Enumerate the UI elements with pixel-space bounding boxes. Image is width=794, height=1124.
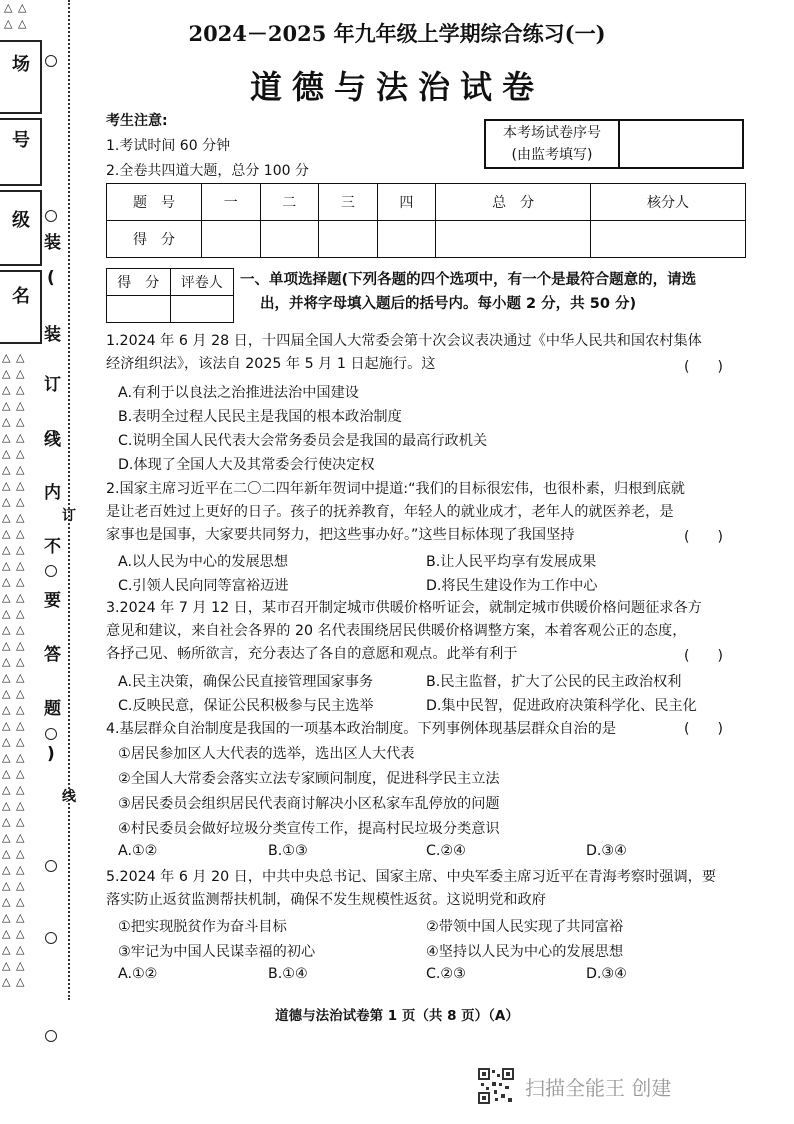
option: B.民主监督，扩大了公民的民主政治权利 bbox=[426, 674, 682, 690]
score-cell[interactable] bbox=[260, 221, 319, 258]
option: D.③④ bbox=[586, 843, 627, 859]
option: C.②③ bbox=[426, 966, 466, 982]
binding-char: 装 bbox=[44, 325, 61, 345]
score-row-label: 得 分 bbox=[107, 221, 202, 258]
option: A.以人民为中心的发展思想 bbox=[118, 554, 289, 570]
statement: ③牢记为中国人民谋幸福的初心 bbox=[118, 944, 316, 960]
seat-number-box: 本考场试卷序号 (由监考填写) bbox=[484, 119, 744, 169]
option: D.③④ bbox=[586, 966, 627, 982]
triangle-column-lower: △ △ △ △ △ △ △ △ △ △ △ △ △ △ △ △ △ △ △ △ △ △ △ △ △ △ △ △ △ △ △ △ △ △ △ △ △ △ △ △ △ △ △ △ △ △ △ △ △ △ △ △ △ △ △ △ △ △ △ △ △ △ △ △ △ △ △ △ △ △ △ △ △ △ △ △ △ △ △ △ bbox=[2, 351, 26, 988]
option: D.集中民智，促进政府决策科学化、民主化 bbox=[426, 698, 697, 714]
binding-char: 内 bbox=[44, 483, 61, 503]
score-cell[interactable] bbox=[377, 221, 436, 258]
binding-hole-icon bbox=[45, 210, 57, 222]
score-cell[interactable] bbox=[436, 221, 591, 258]
binding-hole-icon bbox=[45, 860, 57, 872]
question-2: 2.国家主席习近平在二〇二四年新年贺词中提道:“我们的目标很宏伟，也很朴素，归根到底就 是让老百姓过上更好的日子。孩子的抚养教育，年轻人的就业成才，老年人的就医养老，是 家事也是国事，大家要共同努力，把这些事办好。”这些目标体现了我国坚持 bbox=[106, 481, 685, 543]
binding-hole-icon bbox=[45, 565, 57, 577]
binding-char: 不 bbox=[44, 537, 61, 557]
notice-heading: 考生注意: bbox=[106, 113, 168, 129]
binding-char: ( bbox=[47, 268, 55, 288]
score-cell[interactable] bbox=[591, 221, 746, 258]
name-field[interactable]: 名 bbox=[0, 270, 42, 344]
qr-code-icon bbox=[478, 1068, 514, 1104]
question-5: 5.2024 年 6 月 20 日，中共中央总书记、国家主席、中央军委主席习近平在青海考察时强调，要 落实防止返贫监测帮扶机制，确保不发生规模性返贫。这说明党和政府 bbox=[106, 869, 717, 908]
question-1: 1.2024 年 6 月 28 日，十四届全国人大常委会第十次会议表决通过《中华人民共和国农村集体 经济组织法》，该法自 2025 年 5 月 1 日起施行。这 bbox=[106, 333, 702, 372]
question-3: 3.2024 年 7 月 12 日，某市召开制定城市供暖价格听证会，就制定城市供暖价格问题征求各方 意见和建议，来自社会各界的 20 名代表围绕居民供暖价格调整方案，本着客观公正的态度， 各抒己见、畅所欲言，充分表达了各自的意愿和观点。此举有利于 bbox=[106, 600, 702, 662]
option: D.体现了全国人大及其常委会行使决定权 bbox=[118, 457, 375, 473]
option: C.说明全国人民代表大会常务委员会是我国的最高行政机关 bbox=[118, 433, 488, 449]
score-header: 题 号 bbox=[107, 184, 202, 221]
binding-char: 线 bbox=[44, 430, 61, 450]
option: D.将民生建设作为工作中心 bbox=[426, 578, 598, 594]
statement: ④村民委员会做好垃圾分类宣传工作，提高村民垃圾分类意识 bbox=[118, 821, 500, 837]
binding-hole-icon bbox=[45, 1030, 57, 1042]
triangle-column-top: △ △ △ △ bbox=[4, 1, 28, 30]
statement: ①居民参加区人大代表的选举，选出区人大代表 bbox=[118, 746, 415, 762]
statement: ③居民委员会组织居民代表商讨解决小区私家车乱停放的问题 bbox=[118, 796, 500, 812]
subject-title: 道德与法治试卷 bbox=[249, 68, 544, 106]
answer-paren-1[interactable]: ( ) bbox=[684, 359, 723, 375]
answer-paren-2[interactable]: ( ) bbox=[684, 529, 723, 545]
option: A.①② bbox=[118, 843, 158, 859]
seat-number-input[interactable] bbox=[619, 120, 743, 168]
statement: ②带领中国人民实现了共同富裕 bbox=[426, 919, 624, 935]
score-cell[interactable] bbox=[319, 221, 378, 258]
score-header: 二 bbox=[260, 184, 319, 221]
binding-char: 装 bbox=[44, 233, 61, 253]
scanner-watermark: 扫描全能王 创建 bbox=[525, 1076, 672, 1100]
section1-instructions: 一、单项选择题(下列各题的四个选项中，有一个是最符合题意的，请选 出，并将字母填入题后的括号内。每小题 2 分，共 50 分) bbox=[240, 272, 697, 312]
option: B.①③ bbox=[268, 843, 308, 859]
class-field[interactable]: 级 bbox=[0, 190, 42, 266]
binding-char: 订 bbox=[44, 375, 61, 395]
number-field[interactable]: 号 bbox=[0, 118, 42, 186]
score-header: 核分人 bbox=[591, 184, 746, 221]
question-4: 4.基层群众自治制度是我国的一项基本政治制度。下列事例体现基层群众自治的是 bbox=[106, 721, 617, 737]
score-header: 三 bbox=[319, 184, 378, 221]
grader-name-cell[interactable] bbox=[170, 296, 234, 323]
statement: ④坚持以人民为中心的发展思想 bbox=[426, 944, 624, 960]
option: B.表明全过程人民民主是我国的根本政治制度 bbox=[118, 409, 402, 425]
grader-table: 得 分 评卷人 bbox=[106, 268, 234, 323]
option: A.有利于以良法之治推进法治中国建设 bbox=[118, 385, 359, 401]
option: B.①④ bbox=[268, 966, 308, 982]
statement: ②全国人大常委会落实立法专家顾问制度，促进科学民主立法 bbox=[118, 771, 500, 787]
binding-char: 题 bbox=[44, 699, 61, 719]
binding-hole-icon bbox=[45, 932, 57, 944]
binding-char: 要 bbox=[44, 591, 61, 611]
notice-item: 2.全卷共四道大题，总分 100 分 bbox=[106, 163, 309, 179]
grader-score-cell[interactable] bbox=[107, 296, 171, 323]
statement: ①把实现脱贫作为奋斗目标 bbox=[118, 919, 287, 935]
score-table bbox=[106, 183, 746, 258]
option: C.②④ bbox=[426, 843, 466, 859]
notice-item: 1.考试时间 60 分钟 bbox=[106, 138, 231, 154]
option: B.让人民平均享有发展成果 bbox=[426, 554, 597, 570]
binding-char: 线 bbox=[62, 789, 76, 805]
answer-paren-4[interactable]: ( ) bbox=[684, 721, 723, 737]
exam-title: 2024－2025 年九年级上学期综合练习(一) bbox=[188, 21, 606, 46]
page-footer: 道德与法治试卷第 1 页（共 8 页）（A） bbox=[275, 1008, 519, 1024]
score-header: 一 bbox=[202, 184, 261, 221]
binding-hole-icon bbox=[45, 728, 57, 740]
score-header: 总 分 bbox=[436, 184, 591, 221]
venue-field[interactable]: 场 bbox=[0, 40, 42, 114]
binding-dashed-line bbox=[68, 0, 70, 1000]
binding-char: 订 bbox=[62, 508, 76, 524]
score-cell[interactable] bbox=[202, 221, 261, 258]
score-header: 四 bbox=[377, 184, 436, 221]
answer-paren-3[interactable]: ( ) bbox=[684, 648, 723, 664]
option: A.民主决策，确保公民直接管理国家事务 bbox=[118, 674, 374, 690]
option: A.①② bbox=[118, 966, 158, 982]
option: C.反映民意，保证公民积极参与民主选举 bbox=[118, 698, 374, 714]
binding-char: ) bbox=[47, 744, 55, 764]
binding-char: 答 bbox=[44, 645, 61, 665]
option: C.引领人民向同等富裕迈进 bbox=[118, 578, 289, 594]
